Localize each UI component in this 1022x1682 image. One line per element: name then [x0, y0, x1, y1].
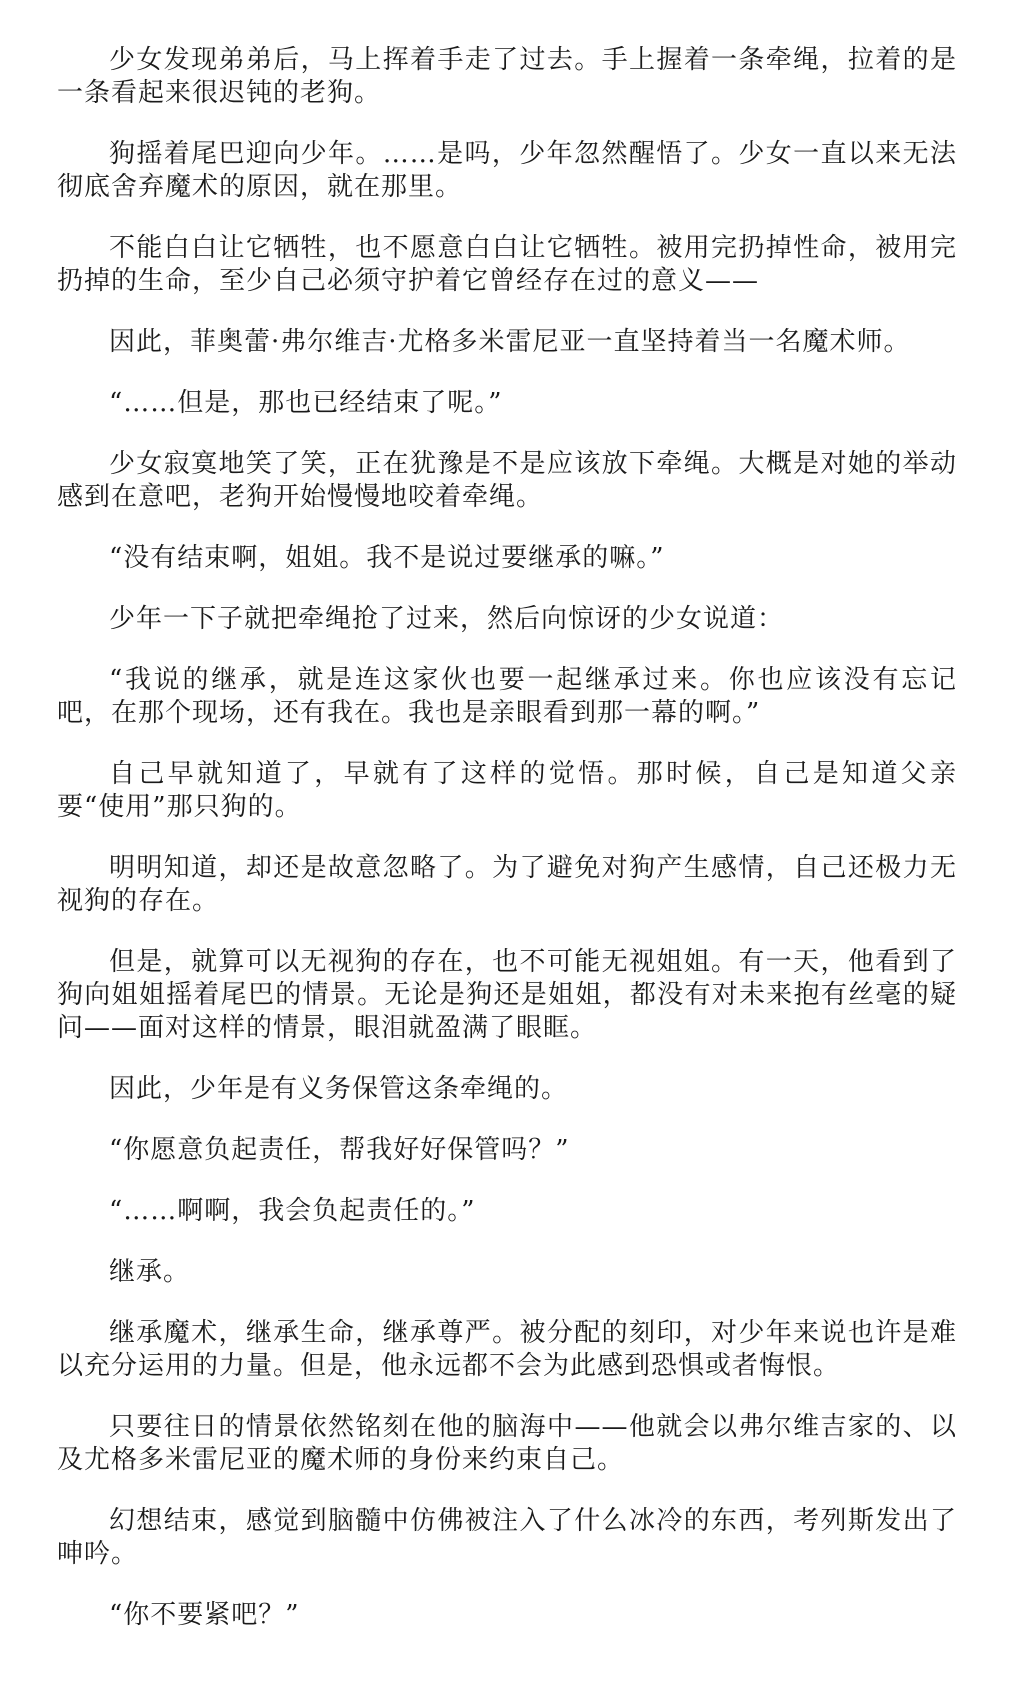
paragraph: 少年一下子就把牵绳抢了过来，然后向惊讶的少女说道： — [109, 604, 785, 634]
paragraph: 只要往日的情景依然铭刻在他的脑海中——他就会以弗尔维吉家的、以及尤格多米雷尼亚的魔术师的身份来约束自己。 — [57, 1412, 957, 1475]
paragraph: 少女寂寞地笑了笑，正在犹豫是不是应该放下牵绳。大概是对她的举动感到在意吧，老狗开始慢慢地咬着牵绳。 — [57, 449, 957, 512]
paragraph: 幻想结束，感觉到脑髓中仿佛被注入了什么冰冷的东西，考列斯发出了呻吟。 — [57, 1506, 957, 1569]
paragraph: 因此，菲奥蕾·弗尔维吉·尤格多米雷尼亚一直坚持着当一名魔术师。 — [109, 327, 911, 357]
paragraph: 狗摇着尾巴迎向少年。……是吗，少年忽然醒悟了。少女一直以来无法彻底舍弃魔术的原因，就在那里。 — [57, 139, 957, 202]
document-body — [57, 44, 957, 1660]
paragraph: “我说的继承，就是连这家伙也要一起继承过来。你也应该没有忘记吧，在那个现场，还有我在。我也是亲眼看到那一幕的啊。” — [57, 665, 957, 728]
paragraph: 继承魔术，继承生命，继承尊严。被分配的刻印，对少年来说也许是难以充分运用的力量。但是，他永远都不会为此感到恐惧或者悔恨。 — [57, 1318, 957, 1381]
paragraph: “你不要紧吧？” — [109, 1600, 300, 1630]
paragraph: 自己早就知道了，早就有了这样的觉悟。那时候，自己是知道父亲要“使用”那只狗的。 — [57, 759, 957, 822]
paragraph: “……但是，那也已经结束了呢。” — [109, 388, 503, 418]
paragraph: 少女发现弟弟后，马上挥着手走了过去。手上握着一条牵绳，拉着的是一条看起来很迟钝的老狗。 — [57, 45, 957, 108]
paragraph: 明明知道，却还是故意忽略了。为了避免对狗产生感情，自己还极力无视狗的存在。 — [57, 853, 957, 916]
paragraph: “没有结束啊，姐姐。我不是说过要继承的嘛。” — [109, 543, 665, 573]
paragraph: 因此，少年是有义务保管这条牵绳的。 — [109, 1074, 569, 1104]
paragraph: “你愿意负起责任，帮我好好保管吗？” — [109, 1135, 570, 1165]
paragraph: 继承。 — [109, 1257, 191, 1287]
paragraph: “……啊啊，我会负起责任的。” — [109, 1196, 476, 1226]
paragraph: 不能白白让它牺牲，也不愿意白白让它牺牲。被用完扔掉性命，被用完扔掉的生命，至少自己必须守护着它曾经存在过的意义—— — [57, 233, 957, 296]
paragraph: 但是，就算可以无视狗的存在，也不可能无视姐姐。有一天，他看到了狗向姐姐摇着尾巴的情景。无论是狗还是姐姐，都没有对未来抱有丝毫的疑问——面对这样的情景，眼泪就盈满了眼眶。 — [57, 947, 957, 1043]
